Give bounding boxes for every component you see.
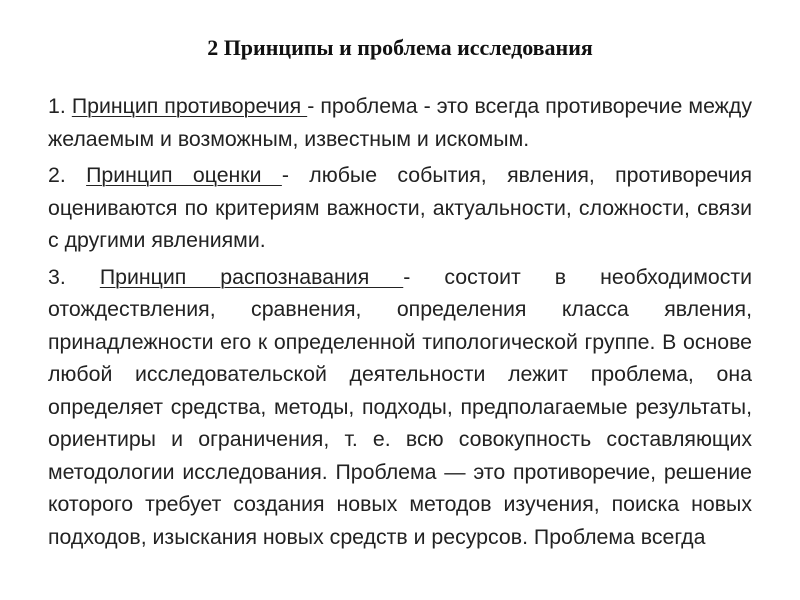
slide-title: 2 Принципы и проблема исследования [207,35,593,60]
slide-body [48,90,752,557]
paragraph-principle-recognition [48,261,752,554]
principle-term: Принцип противоречия [71,94,308,118]
paragraph-principle-contradiction [48,90,752,155]
paragraph-number: 1. [48,94,66,118]
principle-term: Принцип распознавания [99,264,404,289]
paragraph-text: - состоит в необходимости отождествления, сравнения, определения класса явления, принадлежности его к определенной типологической группе. В основе любой исследовательской деятельности лежит проблема, она определяет средства, методы, подходы, предполагаемые результаты, ориентиры и ограничения, т. е. всю совокупность составляющих методологии исследования. Проблема — это противоречие, решение которого требует создания новых методов изучения, поиска новых подходов, изыскания новых средств и ресурсов. Проблема всегда [48,264,752,549]
paragraph-text: - любые события, явления, противоречия оцениваются по критериям важности, актуальности, сложности, связи с другими явлениями. [48,163,752,252]
paragraph-principle-evaluation [48,159,752,257]
paragraph-number: 3. [48,264,66,289]
paragraph-text: - проблема - это всегда противоречие между желаемым и возможным, известным и искомым. [48,94,752,151]
paragraph-number: 2. [48,163,66,187]
principle-term: Принцип оценки [86,163,282,187]
